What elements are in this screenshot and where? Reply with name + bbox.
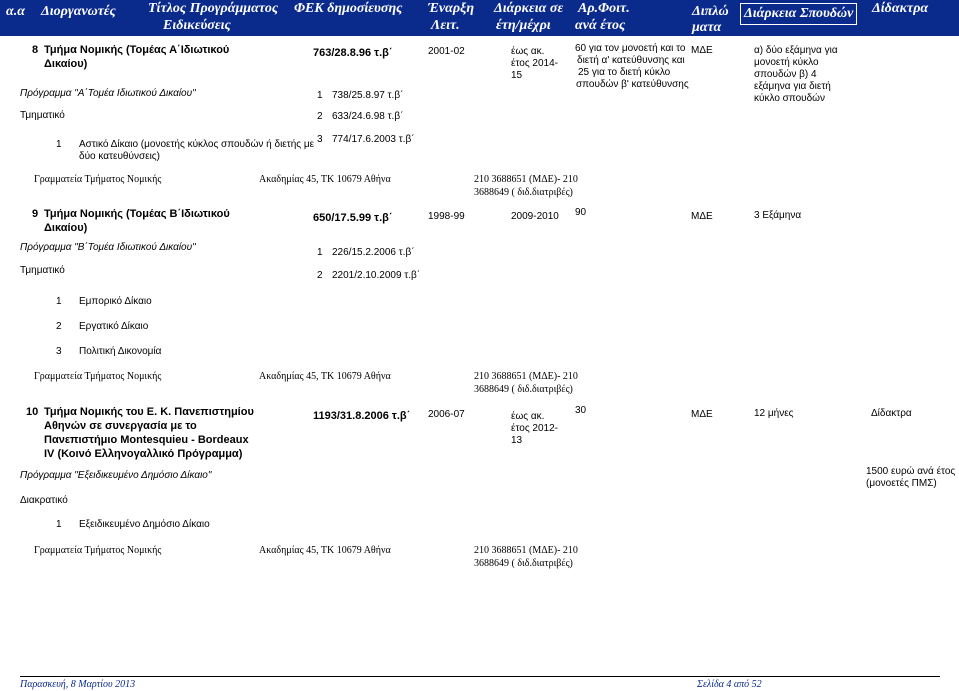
entry-study-duration: 3 Εξάμηνα	[754, 210, 802, 221]
entry-students-cont: σπουδών β' κατεύθυνσης	[576, 79, 689, 90]
entry-specialization: Αστικό Δίκαιο (μονοετής κύκλος σπουδών ή διετής με	[79, 139, 315, 150]
entry-fek-item: 774/17.6.2003 τ.β΄	[332, 134, 415, 145]
entry-title-cont: Πανεπιστήμιο Montesquieu - Bordeaux	[44, 434, 249, 446]
entry-duration: έως ακ.	[511, 46, 545, 57]
entry-students: 30	[575, 405, 587, 416]
entry-address: Ακαδημίας 45, ΤΚ 10679 Αθήνα	[259, 545, 391, 556]
entry-specialization: Εργατικό Δίκαιο	[79, 321, 149, 332]
entry-specialization: Εμπορικό Δίκαιο	[79, 296, 152, 307]
entry-fek-main: 763/28.8.96 τ.β΄	[313, 47, 393, 59]
entry-fek-item-num: 1	[317, 247, 323, 258]
entry-number: 8	[32, 44, 39, 56]
entry-address: Ακαδημίας 45, ΤΚ 10679 Αθήνα	[259, 371, 391, 382]
entry-title: Τμήμα Νομικής (Τομέας Α΄Ιδιωτικού	[44, 44, 230, 56]
entry-secretariat: Γραμματεία Τμήματος Νομικής	[34, 174, 162, 185]
entry-title-cont: Δικαίου)	[44, 58, 88, 70]
entry-fek-main: 650/17.5.99 τ.β΄	[313, 212, 393, 224]
header-col-organizers: Διοργανωτές	[41, 4, 116, 19]
entry-duration: 2009-2010	[511, 211, 559, 222]
entry-students: 60 για τον μονοετή και το	[575, 43, 686, 54]
entry-study-duration-cont: σπουδών β) 4	[754, 69, 817, 80]
entry-number: 10	[26, 406, 39, 418]
footer-divider	[20, 676, 940, 677]
entry-phone: 210 3688651 (ΜΔΕ)- 210	[474, 174, 578, 185]
entry-title-cont: Αθηνών σε συνεργασία με το	[44, 420, 197, 432]
entry-title: Τμήμα Νομικής (Τομέας Β΄Ιδιωτικού	[44, 208, 230, 220]
entry-title: Τμήμα Νομικής του Ε. Κ. Πανεπιστημίου	[44, 406, 254, 418]
header-col-aa: α.α	[6, 4, 25, 19]
entry-number: 9	[32, 208, 39, 220]
entry-specialization-num: 1	[56, 296, 62, 307]
header-col-students: Αρ.Φοιτ.	[578, 1, 630, 16]
entry-study-duration-cont: μονοετή κύκλο	[754, 57, 819, 68]
entry-tuition-label: Δίδακτρα	[871, 408, 912, 419]
entry-specialization-num: 1	[56, 139, 62, 150]
footer-date: Παρασκευή, 8 Μαρτίου 2013	[20, 679, 136, 690]
header-col-start-sub: Λειτ.	[431, 18, 460, 33]
header-col-degree: Διπλώ	[692, 4, 729, 19]
header-col-fek: ΦΕΚ δημοσίευσης	[294, 1, 403, 16]
header-col-title: Τίτλος Προγράμματος	[148, 1, 279, 16]
entry-study-duration-cont: εξάμηνα για διετή	[754, 81, 831, 92]
entry-specialization-num: 2	[56, 321, 62, 332]
entry-fek-item: 738/25.8.97 τ.β΄	[332, 90, 404, 101]
entry-specialization: Πολιτική Δικονομία	[79, 346, 162, 357]
entry-duration-cont: έτος 2012-	[511, 423, 559, 434]
header-col-specializations: Ειδικεύσεις	[163, 18, 231, 33]
entry-secretariat: Γραμματεία Τμήματος Νομικής	[34, 371, 162, 382]
entry-degree: ΜΔΕ	[691, 409, 713, 420]
entry-specialization: Εξειδικευμένο Δημόσιο Δίκαιο	[79, 519, 210, 530]
header-col-start: Έναρξη	[428, 1, 475, 16]
column-header-bar	[0, 0, 959, 36]
entry-phone-cont: 3688649 ( διδ.διατριβές)	[474, 384, 573, 395]
footer-page-number: Σελίδα 4 από 52	[697, 679, 762, 690]
entry-title-cont: IV (Κοινό Ελληνογαλλικό Πρόγραμμα)	[44, 448, 243, 460]
entry-program-name: Πρόγραμμα "Α΄Τομέα Ιδιωτικού Δικαίου"	[20, 88, 196, 99]
entry-students: 90	[575, 207, 587, 218]
entry-fek-main: 1193/31.8.2006 τ.β΄	[313, 410, 411, 422]
entry-start-year: 2001-02	[428, 46, 465, 57]
header-col-duration: Διάρκεια σε	[494, 1, 564, 16]
header-col-tuition: Δίδακτρα	[872, 1, 929, 16]
header-col-study-duration: Διάρκεια Σπουδών	[744, 6, 854, 21]
entry-duration-end: 13	[511, 435, 523, 446]
entry-program-name: Πρόγραμμα "Εξειδικευμένο Δημόσιο Δίκαιο"	[20, 470, 212, 481]
entry-department-type: Διακρατικό	[20, 495, 68, 506]
entry-study-duration: α) δύο εξάμηνα για	[754, 45, 838, 56]
entry-fek-item-num: 3	[317, 134, 323, 145]
entry-fek-item-num: 2	[317, 111, 323, 122]
entry-tuition-amount: 1500 ευρώ ανά έτος	[866, 466, 956, 477]
entry-start-year: 2006-07	[428, 409, 465, 420]
entry-fek-item-num: 2	[317, 270, 323, 281]
entry-start-year: 1998-99	[428, 211, 465, 222]
entry-students-cont: 25 για το διετή κύκλο	[578, 67, 671, 78]
entry-duration-end: 15	[511, 70, 523, 81]
entry-duration-cont: έτος 2014-	[511, 58, 559, 69]
entry-phone: 210 3688651 (ΜΔΕ)- 210	[474, 371, 578, 382]
entry-study-duration: 12 μήνες	[754, 408, 794, 419]
entry-study-duration-cont: κύκλο σπουδών	[754, 93, 825, 104]
entry-specialization-num: 3	[56, 346, 62, 357]
header-col-degree-sub: ματα	[692, 20, 722, 35]
entry-fek-item: 633/24.6.98 τ.β΄	[332, 111, 404, 122]
entry-phone: 210 3688651 (ΜΔΕ)- 210	[474, 545, 578, 556]
entry-department-type: Τμηματικό	[20, 110, 65, 121]
entry-duration: έως ακ.	[511, 411, 545, 422]
entry-secretariat: Γραμματεία Τμήματος Νομικής	[34, 545, 162, 556]
entry-phone-cont: 3688649 ( διδ.διατριβές)	[474, 187, 573, 198]
header-col-duration-sub: έτη/μέχρι	[496, 18, 551, 33]
entry-program-name: Πρόγραμμα "Β΄Τομέα Ιδιωτικού Δικαίου"	[20, 242, 196, 253]
entry-phone-cont: 3688649 ( διδ.διατριβές)	[474, 558, 573, 569]
entry-tuition-note: (μονοετές ΠΜΣ)	[866, 478, 937, 489]
entry-degree: ΜΔΕ	[691, 211, 713, 222]
entry-fek-item: 226/15.2.2006 τ.β΄	[332, 247, 415, 258]
entry-fek-item-num: 1	[317, 90, 323, 101]
entry-title-cont: Δικαίου)	[44, 222, 88, 234]
header-col-students-sub: ανά έτος	[575, 18, 626, 33]
entry-students-cont: διετή α' κατεύθυνσης και	[577, 55, 685, 66]
entry-specialization-cont: δύο κατευθύνσεις)	[79, 151, 160, 162]
entry-address: Ακαδημίας 45, ΤΚ 10679 Αθήνα	[259, 174, 391, 185]
entry-specialization-num: 1	[56, 519, 62, 530]
entry-department-type: Τμηματικό	[20, 265, 65, 276]
entry-degree: ΜΔΕ	[691, 45, 713, 56]
entry-fek-item: 2201/2.10.2009 τ.β΄	[332, 270, 421, 281]
